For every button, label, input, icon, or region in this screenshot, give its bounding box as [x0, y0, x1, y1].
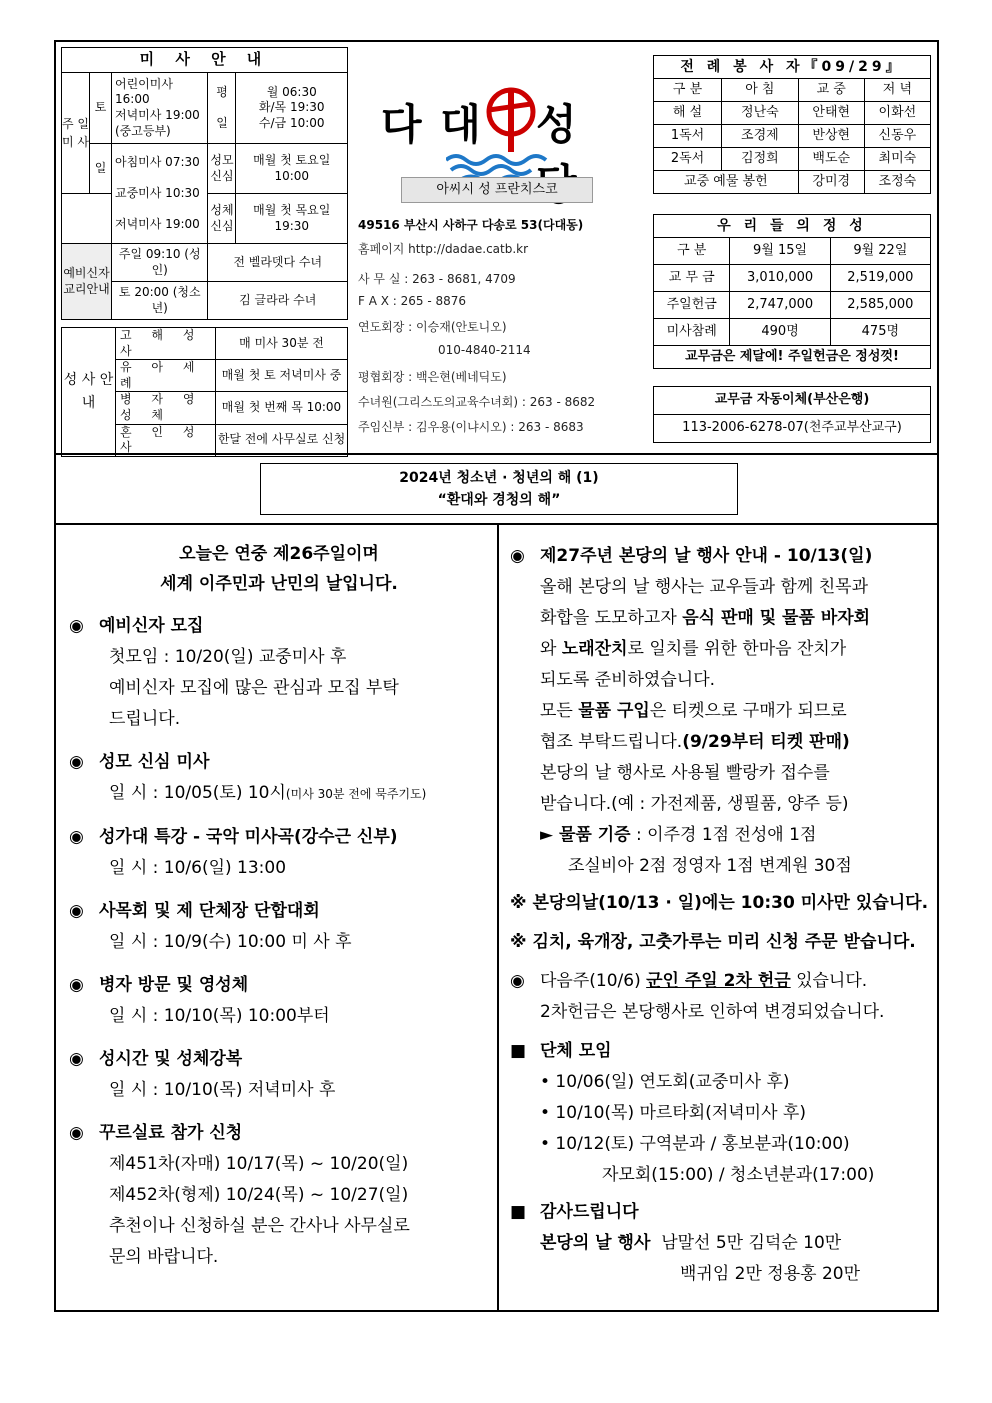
- sacraments-table: 성 사 안 내 고 해 성 사 매 미사 30분 전 유 아 세 례 매월 첫 토 저녁미사 중 병 자 영 성 체 매월 첫 번째 목 10:00 혼 인 성 사 한달 전에 사무실로 신청: [61, 327, 348, 457]
- theme-bar: [56, 455, 937, 525]
- notice-heading: ■ 단체 모임: [510, 1041, 612, 1061]
- column-divider: [497, 525, 499, 1310]
- bank-transfer-table: 교무금 자동이체(부산은행) 113-2006-6278-07(천주교부산교구): [653, 386, 931, 443]
- left-column: 오늘은 연중 제26주일이며 세계 이주민과 난민의 날입니다. ◉ 예비신자 모집 첫모임 : 10/20(일) 교중미사 후 예비신자 모집에 많은 관심과 모집 부탁 드립니다. ◉ 성모 신심 미사 일 시 : 10/05(토) 10시(미사 30분 전에 묵주기도) ◉ 성가대 특강 - 국악 미사곡(강수근 신부) 일 시 : 10/6(일) 13:00 ◉ 사목회 및 제 단체장 단합대회 일 시 : 10/9(수) 10:00 미 사 후 ◉ 병자 방문 및 영성체 일 시 : 10/10(목) 10:00부터 ◉ 성시간 및 성체강복 일 시 : 10/10(목) 저녁미사 후 ◉ 꾸르실료 참가 신청 제451차(자매) 10/17(목) ~ 10/20(일) 제452차(형제) 10/24(목) ~ 10/27(일) 추천이나 신청하실 분은 간사나 사무실로 문의 바랍니다.: [69, 539, 489, 1273]
- notice-heading: ◉ 성가대 특강 - 국악 미사곡(강수근 신부): [69, 827, 398, 847]
- notice-heading: ◉ 제27주년 본당의 날 행사 안내 - 10/13(일): [510, 546, 873, 566]
- offerings-table: 우 리 들 의 정 성 구 분 9월 15일 9월 22일 교 무 금 3,010,000 2,519,000 주일헌금 2,747,000 2,585,000 미사참례 490명 475명 교무금은 제달에! 주일헌금은 정성껏!: [653, 214, 931, 369]
- liturgy-servers-table: 전 례 봉 사 자『09/29』 구 분 아 침 교 중 저 녁 해 설 정난숙 안태현 이화선 1독서 조경제 반상현 신동우 2독서 김정희 백도순 최미숙 교중 예물 봉헌 강미경 조정숙: [653, 55, 931, 194]
- notice-heading: ◉ 병자 방문 및 영성체: [69, 975, 249, 995]
- notice-heading: ◉ 사목회 및 제 단체장 단합대회: [69, 901, 320, 921]
- notice-heading: ◉ 성모 신심 미사: [69, 752, 210, 772]
- bulletin-frame: [54, 40, 939, 1312]
- notice-heading: ◉ 예비신자 모집: [69, 616, 204, 636]
- notice-heading: ◉ 꾸르실료 참가 신청: [69, 1123, 243, 1143]
- right-column: ◉ 제27주년 본당의 날 행사 안내 - 10/13(일) 올해 본당의 날 행사는 교우들과 함께 친목과 화합을 도모하고자 음식 판매 및 물품 바자회 와 노래잔치로 일치를 위한 한마음 잔치가 되도록 준비하였습니다. 모든 물품 구입은 티켓으로 구매가 되므로 협조 부탁드립니다.(9/29부터 티켓 판매) 본당의 날 행사로 사용될 빨랑카 접수를 받습니다.(예 : 가전제품, 생필품, 양주 등) ► 물품 기증 : 이주경 1점 전성애 1점 조실비아 2점 정영자 1점 변계원 30점 ※ 본당의날(10/13 · 일)에는 10:30 미사만 있습니다. ※ 김치, 육개장, 고춧가루는 미리 신청 주문 받습니다. ◉ 다음주(10/6) 군인 주일 2차 헌금 있습니다. 2차헌금은 본당행사로 인하여 변경되었습니다. ■ 단체 모임 • 10/06(일) 연도회(교중미사 후) • 10/10(목) 마르타회(저녁미사 후) • 10/12(토) 구역분과 / 홍보분과(10:00) 자모회(15:00) / 청소년분과(17:00) ■ 감사드립니다 본당의 날 행사 남말선 5만 김덕순 10만 백귀임 2만 정용홍 20만: [510, 541, 930, 1290]
- parish-logo: 다 대 성: [381, 82, 621, 182]
- mass-schedule-table: 미 사 안 내 주 일 미 사 토 어린이미사 16:00 저녁미사 19:00 (중고등부) 평 일 월 06:30 화/목 19:30 수/금 10:00 일 아침미사 07:30 교중미사 10:30 저녁미사 19:00 성모 신심 매월 첫 토요일 10:00 성체 신심 매월 첫 목요일 19:30 예비신자 교리안내 주일 09:10 (성인) 전 벨라뎃다 수녀 토 20:00 (청소년) 김 글라라 수녀: [61, 47, 348, 320]
- intro-text: 오늘은 연중 제26주일이며 세계 이주민과 난민의 날입니다.: [160, 544, 398, 594]
- notice-heading: ◉ 성시간 및 성체강복: [69, 1049, 243, 1069]
- notice-heading: ■ 감사드립니다: [510, 1202, 639, 1222]
- header-section: 미 사 안 내 주 일 미 사 토 어린이미사 16:00 저녁미사 19:00 (중고등부) 평 일 월 06:30 화/목 19:30 수/금 10:00 일 아침미사 07:30 교중미사 10:30 저녁미사 19:00 성모 신심 매월 첫 토요일 10:00 성체 신심 매월 첫 목요일 19:30 예비신자 교리안내 주일 09:10 (성인) 전 벨라뎃다 수녀 토 20:00 (청소년) 김 글라라 수녀 성 사 안 내 고 해 성 사 매 미사 30분 전 유 아 세 례 매월 첫 토 저녁미사 중 병 자 영 성 체 매월 첫 번째 목 10:00 혼 인 성 사 한달 전에 사무실로 신청 다 대 성 아씨시 성 프란치스코 49516 부산시 사하구 다송로 53(다대동) 홈페이지 http://dadae.catb.kr 사 무 실 : 263 - 8681, 4709 F A X : 265 - 8876 연도회장 : 이승재(안토니오) 010-4840-2114 평협회장 : 백은현(베네딕도) 수녀원(그리스도의교육수녀회) : 263 - 8682 주임신부 : 김우용(이냐시오) : 263 - 8683 전 례 봉 사 자『09/29』 구 분 아 침 교 중 저 녁 해 설 정난숙 안태현 이화선 1독서 조경제 반상현 신동우 2독서 김정희 백도순 최미숙 교중 예물 봉헌 강미경 조정숙 우 리 들 의 정 성 구 분 9월 15일 9월 22일 교 무 금 3,010,000 2,519,000 주일헌금 2,747,000 2,585,000 미사참례 490명 475명 교무금은 제달에! 주일헌금은 정성껏! 교무금 자동이체(부산은행) 113-2006-6278-07(천주교부산교구): [56, 42, 937, 455]
- patron-label: 아씨시 성 프란치스코: [401, 177, 593, 203]
- year-theme: 2024년 청소년 · 청년의 해 (1) “환대와 경청의 해”: [260, 463, 738, 515]
- cross-emblem-icon: [481, 82, 541, 157]
